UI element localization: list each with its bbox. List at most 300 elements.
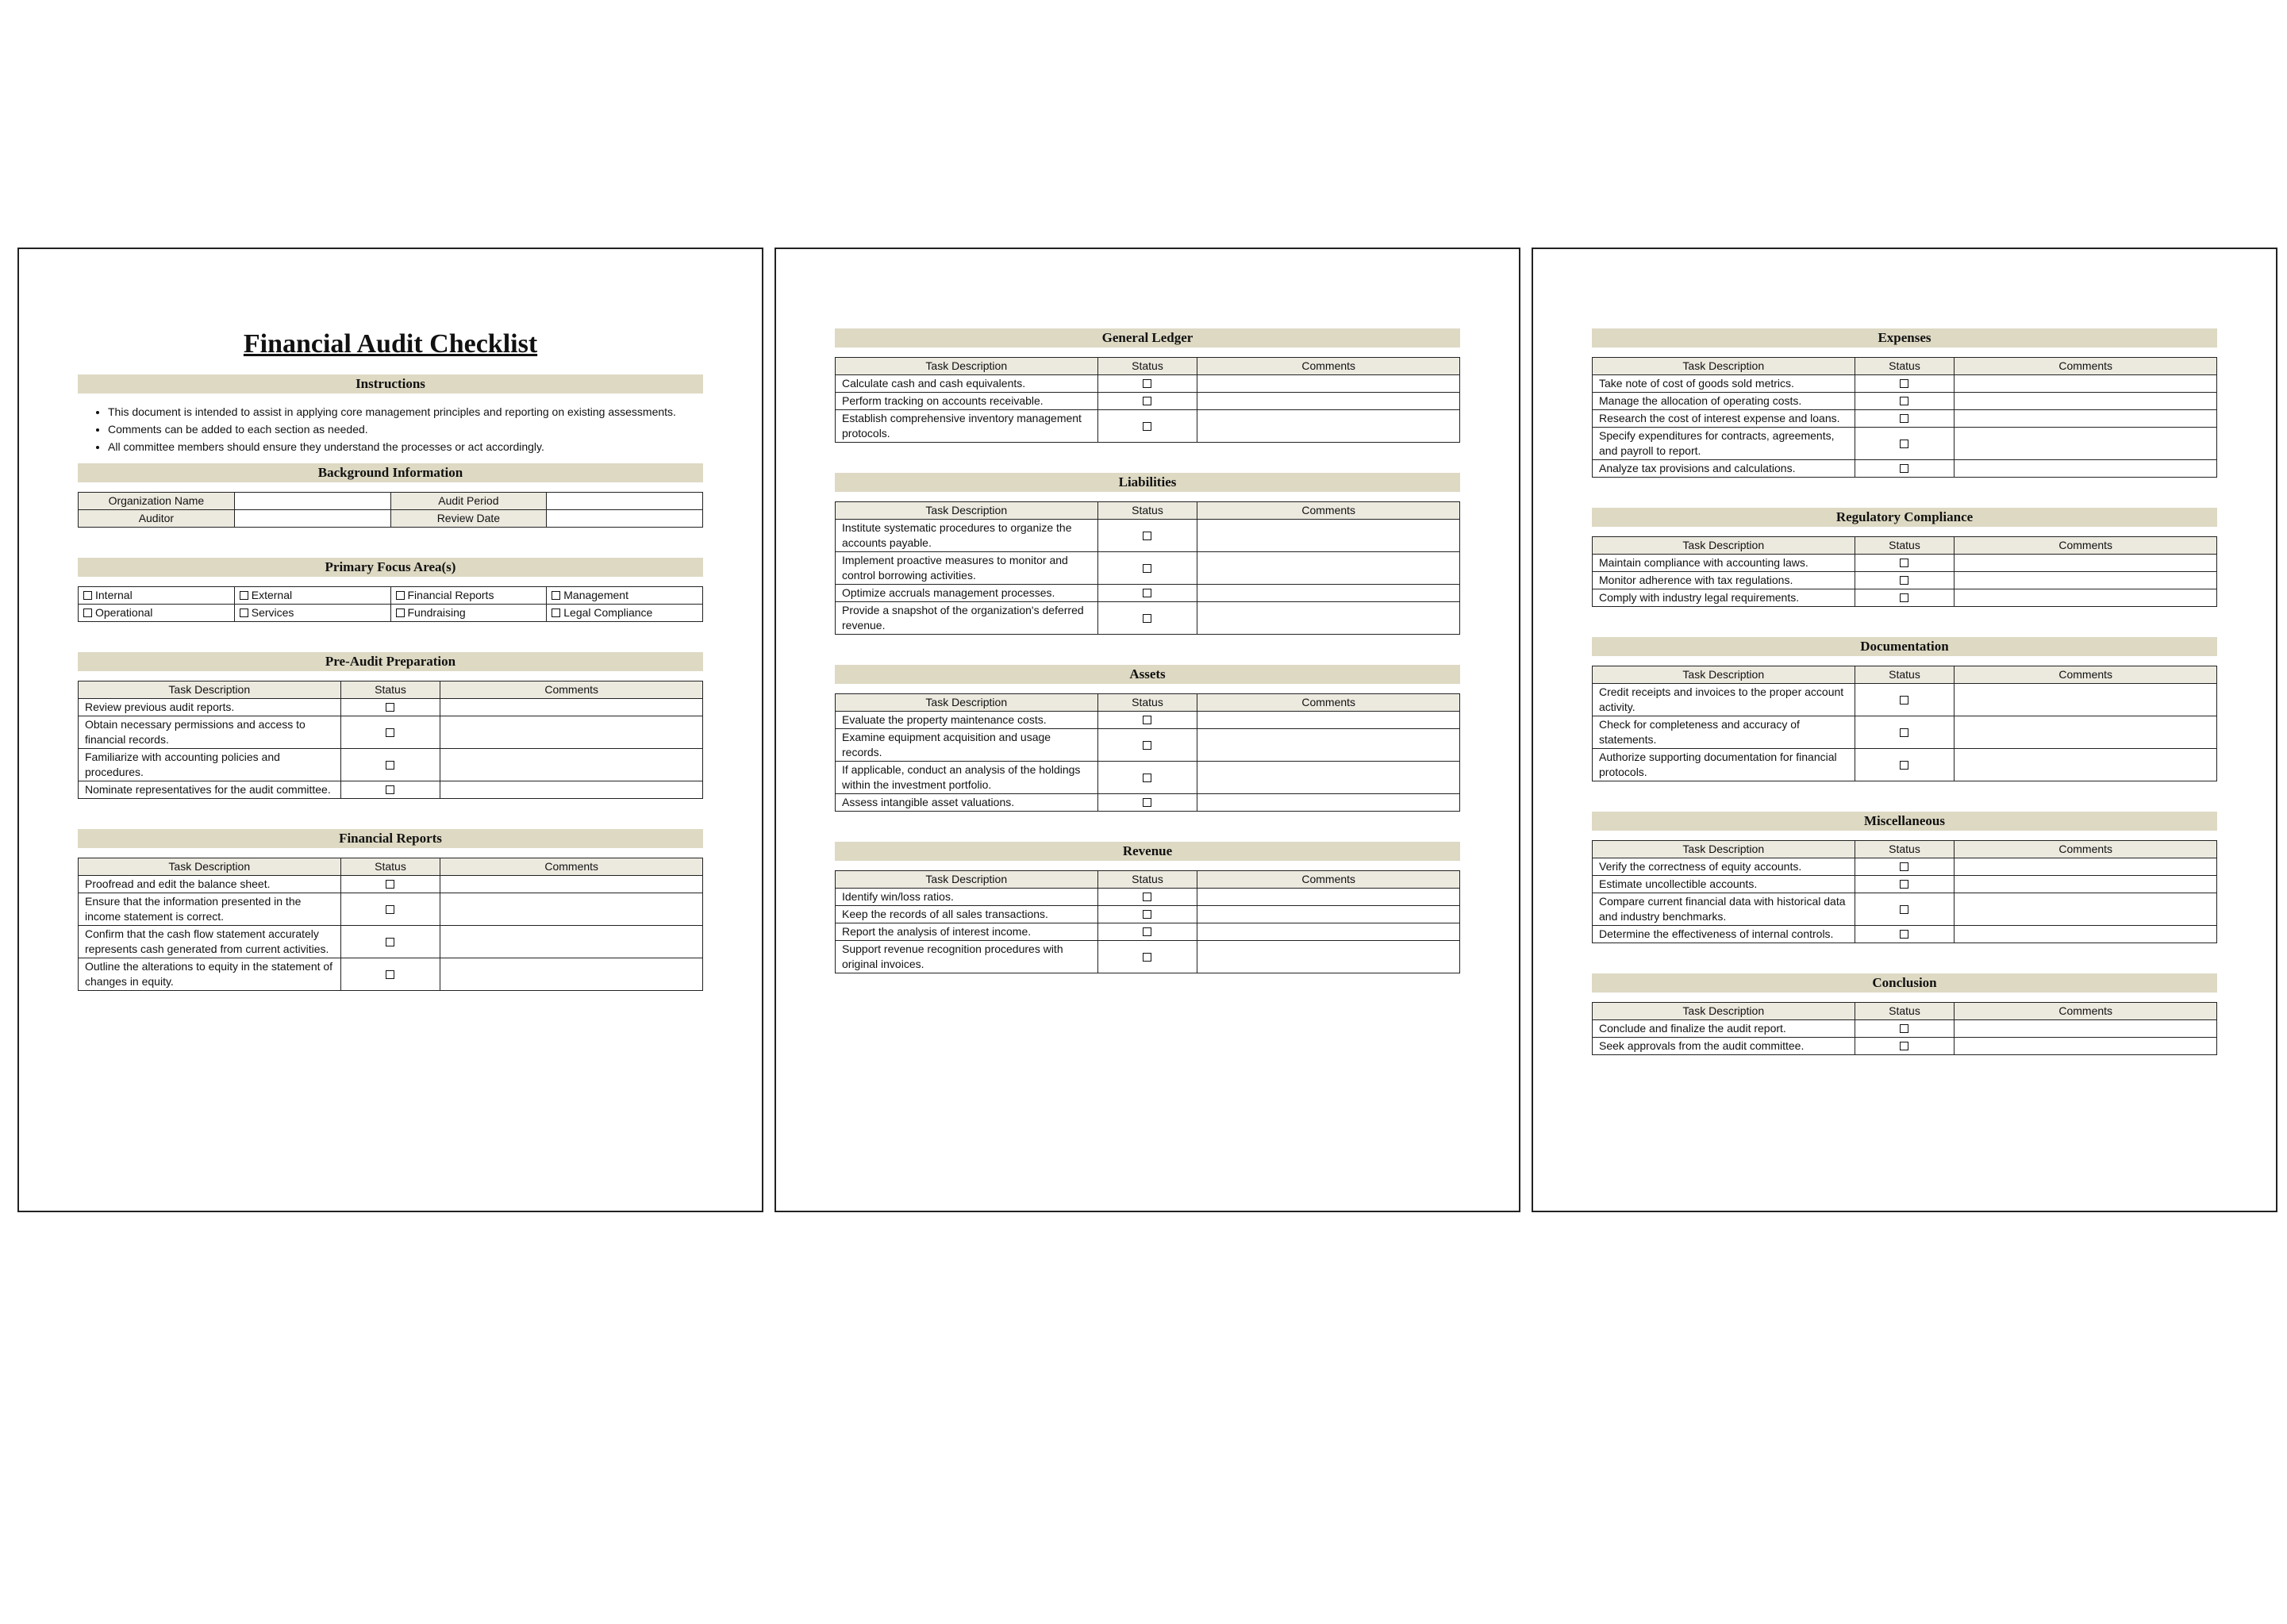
table-row bbox=[79, 749, 703, 781]
section-heading: Revenue bbox=[835, 842, 1460, 861]
status-header: Status bbox=[1097, 358, 1197, 375]
task-description-header: Task Description bbox=[836, 502, 1098, 520]
status-header: Status bbox=[1855, 537, 1955, 555]
background-heading: Background Information bbox=[78, 463, 703, 482]
task-description: Credit receipts and invoices to the proper account activity. bbox=[1593, 684, 1855, 716]
status-cell[interactable] bbox=[1855, 684, 1955, 716]
task-description: Identify win/loss ratios. bbox=[836, 889, 1098, 906]
table-header-row bbox=[836, 502, 1460, 520]
comments-header: Comments bbox=[1197, 502, 1460, 520]
status-cell[interactable] bbox=[340, 699, 440, 716]
status-cell[interactable] bbox=[1855, 876, 1955, 893]
status-cell[interactable] bbox=[1855, 460, 1955, 478]
checkbox-icon[interactable] bbox=[83, 609, 92, 617]
task-description: Proofread and edit the balance sheet. bbox=[79, 876, 341, 893]
focus-option-management[interactable] bbox=[547, 587, 703, 605]
focus-label: Operational bbox=[95, 606, 153, 619]
comments-header: Comments bbox=[1197, 694, 1460, 712]
comments-cell[interactable] bbox=[1955, 460, 2217, 478]
focus-label: Financial Reports bbox=[407, 589, 494, 601]
checkbox-icon[interactable] bbox=[386, 905, 394, 914]
table-row bbox=[1593, 572, 2217, 589]
table-row bbox=[836, 762, 1460, 794]
focus-option-legal-compliance[interactable] bbox=[547, 605, 703, 622]
task-description: Comply with industry legal requirements. bbox=[1593, 589, 1855, 607]
task-description-header: Task Description bbox=[1593, 1003, 1855, 1020]
comments-cell[interactable] bbox=[1197, 375, 1460, 393]
task-description: Keep the records of all sales transactions. bbox=[836, 906, 1098, 923]
task-table bbox=[1592, 666, 2217, 781]
focus-table bbox=[78, 586, 703, 622]
page-1-content bbox=[78, 328, 703, 1021]
comments-cell[interactable] bbox=[1955, 893, 2217, 926]
status-cell[interactable] bbox=[1097, 552, 1197, 585]
section-heading: Conclusion bbox=[1592, 973, 2217, 992]
documentation-section bbox=[1592, 637, 2217, 781]
comments-cell[interactable] bbox=[1197, 794, 1460, 812]
task-description: Evaluate the property maintenance costs. bbox=[836, 712, 1098, 729]
task-description: Nominate representatives for the audit committee. bbox=[79, 781, 341, 799]
checkbox-icon[interactable] bbox=[1143, 589, 1151, 597]
table-row bbox=[1593, 749, 2217, 781]
comments-cell[interactable] bbox=[1197, 906, 1460, 923]
review-date-label: Review Date bbox=[390, 510, 547, 528]
status-cell[interactable] bbox=[1097, 941, 1197, 973]
task-description: Verify the correctness of equity accounts. bbox=[1593, 858, 1855, 876]
status-header: Status bbox=[1855, 841, 1955, 858]
table-row bbox=[79, 699, 703, 716]
section-heading: Pre-Audit Preparation bbox=[78, 652, 703, 671]
table-row bbox=[836, 712, 1460, 729]
comments-cell[interactable] bbox=[440, 926, 703, 958]
task-description: Provide a snapshot of the organization's deferred revenue. bbox=[836, 602, 1098, 635]
instructions-list bbox=[78, 403, 703, 455]
section-heading: Miscellaneous bbox=[1592, 812, 2217, 831]
focus-option-internal[interactable] bbox=[79, 587, 235, 605]
status-header: Status bbox=[1097, 871, 1197, 889]
task-description: Authorize supporting documentation for financial protocols. bbox=[1593, 749, 1855, 781]
focus-section bbox=[78, 558, 703, 622]
status-cell[interactable] bbox=[1097, 794, 1197, 812]
status-cell[interactable] bbox=[1097, 520, 1197, 552]
section-heading: Regulatory Compliance bbox=[1592, 508, 2217, 527]
checkbox-icon[interactable] bbox=[1143, 798, 1151, 807]
checkbox-icon[interactable] bbox=[396, 591, 405, 600]
comments-header: Comments bbox=[1955, 841, 2217, 858]
table-row bbox=[836, 889, 1460, 906]
table-header-row bbox=[836, 871, 1460, 889]
checkbox-icon[interactable] bbox=[1143, 397, 1151, 405]
checkbox-icon[interactable] bbox=[1143, 716, 1151, 724]
checkbox-icon[interactable] bbox=[1900, 414, 1908, 423]
status-cell[interactable] bbox=[1097, 889, 1197, 906]
task-description-header: Task Description bbox=[836, 694, 1098, 712]
task-description: Obtain necessary permissions and access to financial records. bbox=[79, 716, 341, 749]
comments-cell[interactable] bbox=[440, 749, 703, 781]
focus-label: Legal Compliance bbox=[563, 606, 653, 619]
table-row bbox=[1593, 1038, 2217, 1055]
table-row bbox=[836, 602, 1460, 635]
comments-cell[interactable] bbox=[1955, 1038, 2217, 1055]
page-3 bbox=[1532, 248, 2277, 1212]
comments-cell[interactable] bbox=[440, 958, 703, 991]
focus-label: Services bbox=[251, 606, 294, 619]
checkbox-icon[interactable] bbox=[1900, 464, 1908, 473]
checkbox-icon[interactable] bbox=[1143, 741, 1151, 750]
instruction-item: • All committee members should ensure they understand the processes or act accordingly. bbox=[108, 438, 703, 455]
checkbox-icon[interactable] bbox=[1143, 532, 1151, 540]
task-description-header: Task Description bbox=[1593, 358, 1855, 375]
comments-header: Comments bbox=[440, 681, 703, 699]
table-header-row bbox=[79, 681, 703, 699]
task-description: Take note of cost of goods sold metrics. bbox=[1593, 375, 1855, 393]
table-row bbox=[79, 716, 703, 749]
task-table bbox=[1592, 1002, 2217, 1055]
task-description: Determine the effectiveness of internal controls. bbox=[1593, 926, 1855, 943]
comments-cell[interactable] bbox=[1955, 876, 2217, 893]
checkbox-icon[interactable] bbox=[386, 880, 394, 889]
status-cell[interactable] bbox=[1855, 893, 1955, 926]
table-row bbox=[1593, 410, 2217, 428]
audit-period-label: Audit Period bbox=[390, 493, 547, 510]
section-heading: Liabilities bbox=[835, 473, 1460, 492]
status-cell[interactable] bbox=[1855, 428, 1955, 460]
status-cell[interactable] bbox=[1097, 393, 1197, 410]
task-description: Specify expenditures for contracts, agreements, and payroll to report. bbox=[1593, 428, 1855, 460]
instruction-item: • Comments can be added to each section as needed. bbox=[108, 420, 703, 438]
table-row bbox=[836, 520, 1460, 552]
checkbox-icon[interactable] bbox=[1900, 576, 1908, 585]
comments-cell[interactable] bbox=[1955, 572, 2217, 589]
status-header: Status bbox=[1097, 694, 1197, 712]
checkbox-icon[interactable] bbox=[1143, 910, 1151, 919]
table-row bbox=[79, 893, 703, 926]
checkbox-icon[interactable] bbox=[1900, 1024, 1908, 1033]
comments-cell[interactable] bbox=[1955, 589, 2217, 607]
comments-cell[interactable] bbox=[1955, 428, 2217, 460]
comments-cell[interactable] bbox=[1197, 729, 1460, 762]
task-table bbox=[835, 501, 1460, 635]
status-cell[interactable] bbox=[340, 958, 440, 991]
checkbox-icon[interactable] bbox=[386, 761, 394, 770]
checkbox-icon[interactable] bbox=[1900, 559, 1908, 567]
table-row bbox=[79, 781, 703, 799]
comments-cell[interactable] bbox=[440, 781, 703, 799]
task-description-header: Task Description bbox=[836, 358, 1098, 375]
section-heading: Financial Reports bbox=[78, 829, 703, 848]
table-row bbox=[836, 923, 1460, 941]
checkbox-icon[interactable] bbox=[1900, 880, 1908, 889]
comments-cell[interactable] bbox=[1197, 712, 1460, 729]
table-row bbox=[1593, 926, 2217, 943]
checkbox-icon[interactable] bbox=[1143, 614, 1151, 623]
comments-cell[interactable] bbox=[1197, 410, 1460, 443]
status-cell[interactable] bbox=[1855, 926, 1955, 943]
task-description-header: Task Description bbox=[79, 858, 341, 876]
table-row bbox=[1593, 375, 2217, 393]
focus-option-fundraising[interactable] bbox=[390, 605, 547, 622]
comments-cell[interactable] bbox=[440, 876, 703, 893]
task-table bbox=[1592, 357, 2217, 478]
focus-label: External bbox=[251, 589, 293, 601]
comments-cell[interactable] bbox=[1955, 555, 2217, 572]
table-row bbox=[836, 552, 1460, 585]
table-header-row bbox=[1593, 1003, 2217, 1020]
comments-cell[interactable] bbox=[440, 716, 703, 749]
status-cell[interactable] bbox=[340, 749, 440, 781]
comments-cell[interactable] bbox=[1197, 393, 1460, 410]
liabilities-section bbox=[835, 473, 1460, 635]
table-row bbox=[79, 958, 703, 991]
table-header-row bbox=[1593, 358, 2217, 375]
table-row bbox=[836, 410, 1460, 443]
organization-name-field[interactable] bbox=[234, 493, 390, 510]
task-description: Institute systematic procedures to organize the accounts payable. bbox=[836, 520, 1098, 552]
comments-cell[interactable] bbox=[1955, 926, 2217, 943]
instructions-heading: Instructions bbox=[78, 374, 703, 394]
task-description-header: Task Description bbox=[1593, 666, 1855, 684]
task-description: Calculate cash and cash equivalents. bbox=[836, 375, 1098, 393]
instruction-item: • This document is intended to assist in applying core management principles and reporting on existing assessments. bbox=[108, 403, 703, 420]
task-description: Maintain compliance with accounting laws. bbox=[1593, 555, 1855, 572]
table-row bbox=[1593, 684, 2217, 716]
task-table bbox=[835, 693, 1460, 812]
table-header-row bbox=[836, 694, 1460, 712]
comments-cell[interactable] bbox=[1955, 749, 2217, 781]
section-heading: Expenses bbox=[1592, 328, 2217, 347]
table-row bbox=[836, 585, 1460, 602]
status-header: Status bbox=[340, 681, 440, 699]
table-header-row bbox=[1593, 666, 2217, 684]
checkbox-icon[interactable] bbox=[552, 591, 560, 600]
status-cell[interactable] bbox=[1855, 749, 1955, 781]
checkbox-icon[interactable] bbox=[386, 703, 394, 712]
status-cell[interactable] bbox=[1855, 393, 1955, 410]
task-description: Assess intangible asset valuations. bbox=[836, 794, 1098, 812]
miscellaneous-section bbox=[1592, 812, 2217, 943]
comments-cell[interactable] bbox=[1197, 585, 1460, 602]
task-table bbox=[1592, 840, 2217, 943]
comments-cell[interactable] bbox=[1955, 716, 2217, 749]
checkbox-icon[interactable] bbox=[1143, 774, 1151, 782]
general-ledger-section bbox=[835, 328, 1460, 443]
task-description: Outline the alterations to equity in the statement of changes in equity. bbox=[79, 958, 341, 991]
status-cell[interactable] bbox=[1855, 1038, 1955, 1055]
checkbox-icon[interactable] bbox=[240, 609, 248, 617]
status-cell[interactable] bbox=[340, 926, 440, 958]
table-row bbox=[1593, 1020, 2217, 1038]
checkbox-icon[interactable] bbox=[1900, 728, 1908, 737]
status-cell[interactable] bbox=[1097, 585, 1197, 602]
status-cell[interactable] bbox=[1097, 729, 1197, 762]
expenses-section bbox=[1592, 328, 2217, 478]
task-description-header: Task Description bbox=[1593, 537, 1855, 555]
checkbox-icon[interactable] bbox=[1900, 397, 1908, 405]
status-cell[interactable] bbox=[1097, 602, 1197, 635]
checkbox-icon[interactable] bbox=[1900, 930, 1908, 939]
comments-cell[interactable] bbox=[1197, 923, 1460, 941]
focus-heading: Primary Focus Area(s) bbox=[78, 558, 703, 577]
focus-option-financial-reports[interactable] bbox=[390, 587, 547, 605]
table-row bbox=[836, 941, 1460, 973]
task-description: Conclude and finalize the audit report. bbox=[1593, 1020, 1855, 1038]
comments-cell[interactable] bbox=[1197, 602, 1460, 635]
status-cell[interactable] bbox=[1097, 762, 1197, 794]
revenue-section bbox=[835, 842, 1460, 973]
comments-cell[interactable] bbox=[1197, 941, 1460, 973]
status-cell[interactable] bbox=[1097, 375, 1197, 393]
status-cell[interactable] bbox=[1855, 1020, 1955, 1038]
checkbox-icon[interactable] bbox=[1143, 422, 1151, 431]
comments-cell[interactable] bbox=[1197, 889, 1460, 906]
table-header-row bbox=[79, 858, 703, 876]
task-description: Report the analysis of interest income. bbox=[836, 923, 1098, 941]
background-table bbox=[78, 492, 703, 528]
checkbox-icon[interactable] bbox=[1900, 593, 1908, 602]
checkbox-icon[interactable] bbox=[1143, 927, 1151, 936]
comments-header: Comments bbox=[1955, 666, 2217, 684]
checkbox-icon[interactable] bbox=[1900, 1042, 1908, 1050]
task-description: Establish comprehensive inventory management protocols. bbox=[836, 410, 1098, 443]
status-cell[interactable] bbox=[1097, 923, 1197, 941]
table-row bbox=[836, 375, 1460, 393]
checkbox-icon[interactable] bbox=[386, 970, 394, 979]
status-cell[interactable] bbox=[1855, 589, 1955, 607]
status-header: Status bbox=[1855, 1003, 1955, 1020]
status-cell[interactable] bbox=[340, 893, 440, 926]
table-row bbox=[79, 926, 703, 958]
organization-name-label: Organization Name bbox=[79, 493, 235, 510]
background-section bbox=[78, 463, 703, 528]
task-description: Optimize accruals management processes. bbox=[836, 585, 1098, 602]
status-cell[interactable] bbox=[1855, 555, 1955, 572]
task-description: Perform tracking on accounts receivable. bbox=[836, 393, 1098, 410]
task-description: Ensure that the information presented in the income statement is correct. bbox=[79, 893, 341, 926]
comments-cell[interactable] bbox=[1955, 375, 2217, 393]
checkbox-icon[interactable] bbox=[552, 609, 560, 617]
comments-cell[interactable] bbox=[1955, 858, 2217, 876]
table-row bbox=[1593, 589, 2217, 607]
checkbox-icon[interactable] bbox=[386, 938, 394, 946]
auditor-label: Auditor bbox=[79, 510, 235, 528]
comments-header: Comments bbox=[1955, 1003, 2217, 1020]
pre-audit-section bbox=[78, 652, 703, 799]
task-description: Support revenue recognition procedures with original invoices. bbox=[836, 941, 1098, 973]
checkbox-icon[interactable] bbox=[1900, 440, 1908, 448]
table-row bbox=[1593, 876, 2217, 893]
table-header-row bbox=[836, 358, 1460, 375]
audit-period-field[interactable] bbox=[547, 493, 703, 510]
task-description: Examine equipment acquisition and usage records. bbox=[836, 729, 1098, 762]
checkbox-icon[interactable] bbox=[1900, 905, 1908, 914]
checkbox-icon[interactable] bbox=[396, 609, 405, 617]
focus-option-operational[interactable] bbox=[79, 605, 235, 622]
page-1 bbox=[17, 248, 763, 1212]
comments-cell[interactable] bbox=[1197, 520, 1460, 552]
checkbox-icon[interactable] bbox=[1900, 696, 1908, 705]
focus-option-services[interactable] bbox=[234, 605, 390, 622]
auditor-field[interactable] bbox=[234, 510, 390, 528]
table-header-row bbox=[1593, 841, 2217, 858]
comments-cell[interactable] bbox=[440, 893, 703, 926]
table-row bbox=[1593, 858, 2217, 876]
checkbox-icon[interactable] bbox=[240, 591, 248, 600]
task-description: Seek approvals from the audit committee. bbox=[1593, 1038, 1855, 1055]
comments-cell[interactable] bbox=[1955, 393, 2217, 410]
checkbox-icon[interactable] bbox=[1143, 953, 1151, 962]
task-table bbox=[835, 870, 1460, 973]
checkbox-icon[interactable] bbox=[1900, 862, 1908, 871]
comments-cell[interactable] bbox=[1197, 552, 1460, 585]
task-description-header: Task Description bbox=[836, 871, 1098, 889]
regulatory-compliance-section bbox=[1592, 508, 2217, 607]
document-title: Financial Audit Checklist bbox=[243, 329, 538, 359]
checkbox-icon[interactable] bbox=[1900, 761, 1908, 770]
section-heading: Assets bbox=[835, 665, 1460, 684]
task-description: Manage the allocation of operating costs. bbox=[1593, 393, 1855, 410]
task-description: Implement proactive measures to monitor and control borrowing activities. bbox=[836, 552, 1098, 585]
checkbox-icon[interactable] bbox=[386, 785, 394, 794]
comments-cell[interactable] bbox=[1197, 762, 1460, 794]
section-heading: Documentation bbox=[1592, 637, 2217, 656]
page-2-content bbox=[835, 328, 1460, 1004]
task-description: Check for completeness and accuracy of statements. bbox=[1593, 716, 1855, 749]
checkbox-icon[interactable] bbox=[83, 591, 92, 600]
comments-cell[interactable] bbox=[1955, 410, 2217, 428]
task-description: Confirm that the cash flow statement accurately represents cash generated from current activities. bbox=[79, 926, 341, 958]
review-date-field[interactable] bbox=[547, 510, 703, 528]
page-2 bbox=[775, 248, 1520, 1212]
section-heading: General Ledger bbox=[835, 328, 1460, 347]
status-cell[interactable] bbox=[1855, 375, 1955, 393]
comments-cell[interactable] bbox=[1955, 684, 2217, 716]
status-cell[interactable] bbox=[340, 781, 440, 799]
status-cell[interactable] bbox=[340, 716, 440, 749]
checkbox-icon[interactable] bbox=[1143, 564, 1151, 573]
status-cell[interactable] bbox=[1855, 858, 1955, 876]
status-cell[interactable] bbox=[1855, 716, 1955, 749]
focus-option-external[interactable] bbox=[234, 587, 390, 605]
task-description: If applicable, conduct an analysis of the holdings within the investment portfolio. bbox=[836, 762, 1098, 794]
financial-reports-section bbox=[78, 829, 703, 991]
status-cell[interactable] bbox=[340, 876, 440, 893]
table-row bbox=[836, 794, 1460, 812]
status-cell[interactable] bbox=[1097, 410, 1197, 443]
task-description: Monitor adherence with tax regulations. bbox=[1593, 572, 1855, 589]
table-row bbox=[1593, 893, 2217, 926]
checkbox-icon[interactable] bbox=[1143, 379, 1151, 388]
status-cell[interactable] bbox=[1097, 712, 1197, 729]
checkbox-icon[interactable] bbox=[386, 728, 394, 737]
table-row bbox=[836, 906, 1460, 923]
status-cell[interactable] bbox=[1855, 410, 1955, 428]
checkbox-icon[interactable] bbox=[1900, 379, 1908, 388]
conclusion-section bbox=[1592, 973, 2217, 1055]
comments-cell[interactable] bbox=[1955, 1020, 2217, 1038]
status-cell[interactable] bbox=[1855, 572, 1955, 589]
task-description-header: Task Description bbox=[1593, 841, 1855, 858]
table-header-row bbox=[1593, 537, 2217, 555]
task-description: Research the cost of interest expense and loans. bbox=[1593, 410, 1855, 428]
task-table bbox=[78, 858, 703, 991]
checkbox-icon[interactable] bbox=[1143, 893, 1151, 901]
comments-cell[interactable] bbox=[440, 699, 703, 716]
status-cell[interactable] bbox=[1097, 906, 1197, 923]
status-header: Status bbox=[1097, 502, 1197, 520]
comments-header: Comments bbox=[1955, 358, 2217, 375]
task-description: Compare current financial data with historical data and industry benchmarks. bbox=[1593, 893, 1855, 926]
table-row bbox=[1593, 555, 2217, 572]
